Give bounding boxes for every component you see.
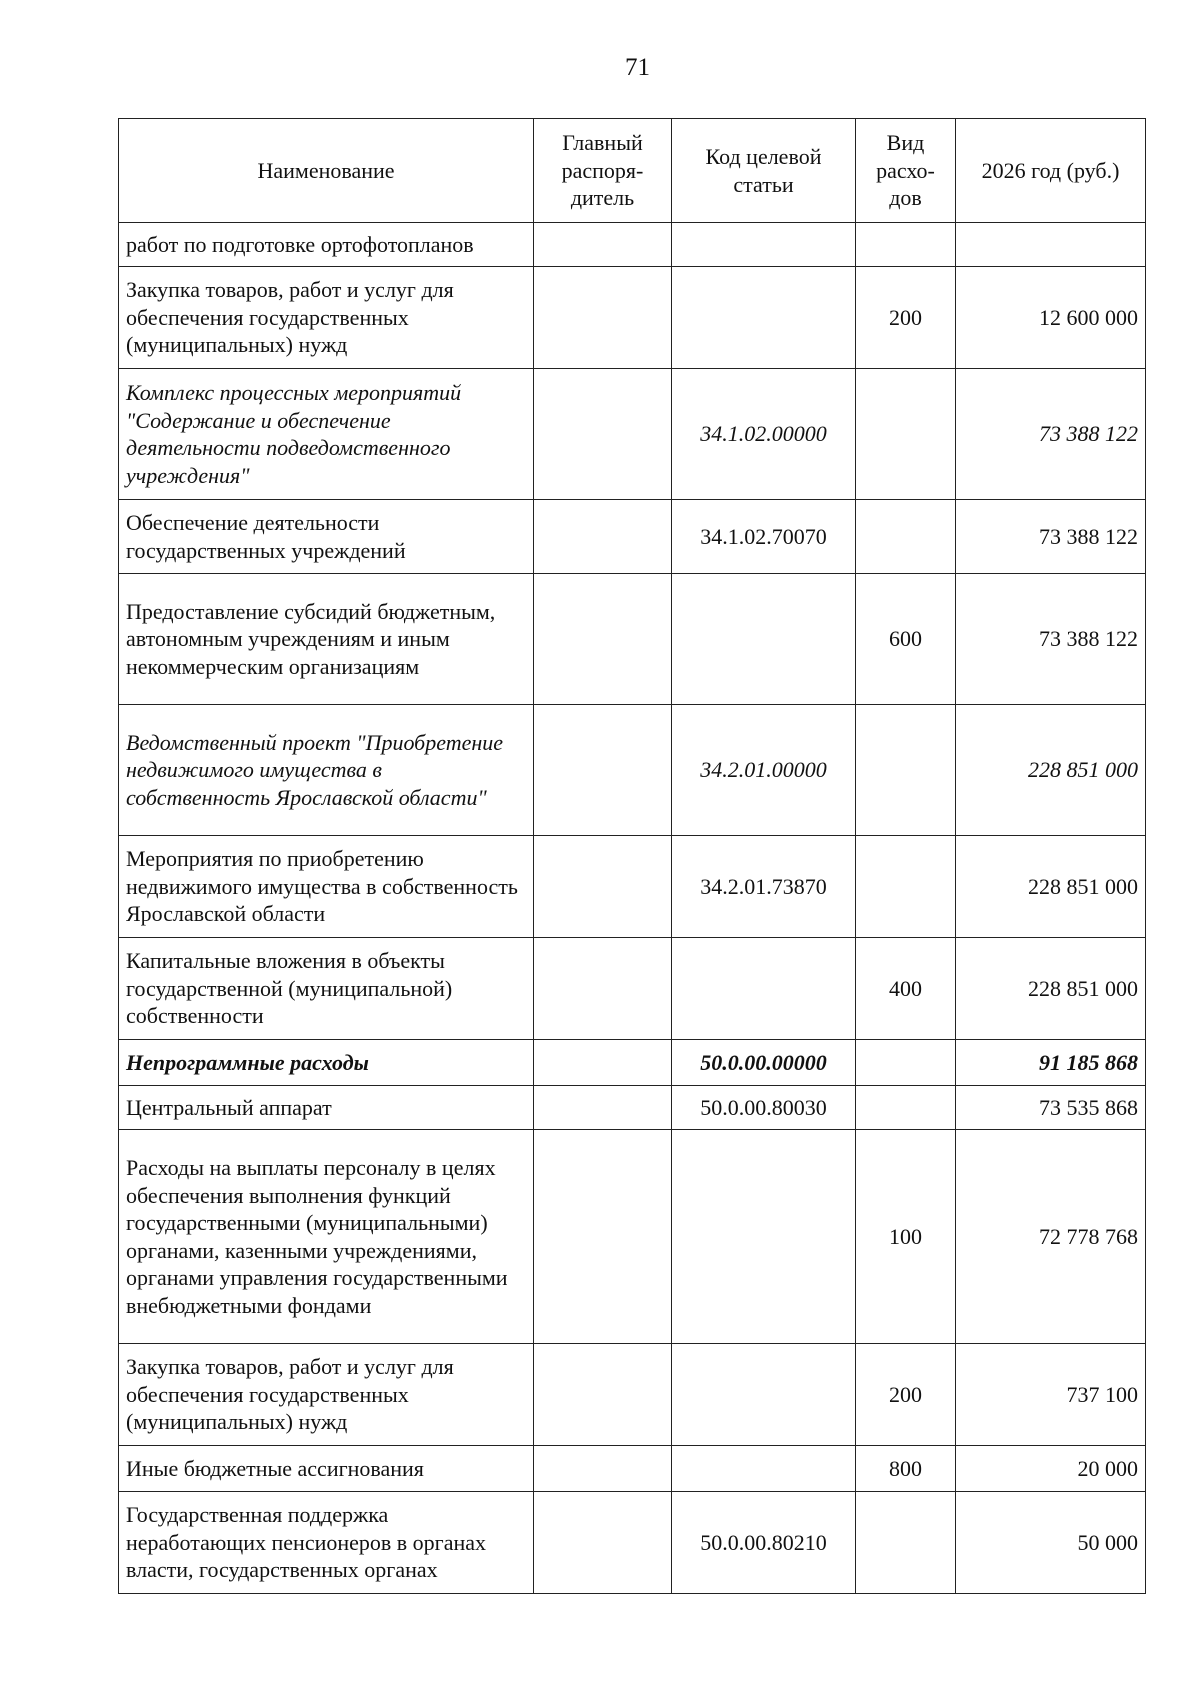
cell-code [672, 1130, 856, 1344]
cell-name: Закупка товаров, работ и услуг для обеспечения государственных (муниципальных) нужд [119, 1344, 534, 1446]
cell-kind: 400 [856, 938, 956, 1040]
cell-sum: 228 851 000 [956, 705, 1146, 836]
cell-code: 34.2.01.00000 [672, 705, 856, 836]
cell-code [672, 1344, 856, 1446]
cell-code [672, 267, 856, 369]
cell-code [672, 938, 856, 1040]
cell-name: работ по подготовке ортофотопланов [119, 223, 534, 267]
cell-sum: 72 778 768 [956, 1130, 1146, 1344]
header-sum: 2026 год (руб.) [956, 119, 1146, 223]
cell-admin [534, 500, 672, 574]
table-row [119, 223, 1146, 267]
cell-name: Центральный аппарат [119, 1086, 534, 1130]
cell-admin [534, 1446, 672, 1492]
table-row [119, 1086, 1146, 1130]
table-row [119, 574, 1146, 705]
cell-kind [856, 223, 956, 267]
cell-admin [534, 836, 672, 938]
header-admin: Главный распоря- дитель [534, 119, 672, 223]
table-row [119, 1040, 1146, 1086]
table-row [119, 1492, 1146, 1594]
header-code: Код целевой статьи [672, 119, 856, 223]
table-row [119, 500, 1146, 574]
cell-sum: 73 388 122 [956, 369, 1146, 500]
cell-kind [856, 836, 956, 938]
cell-kind [856, 705, 956, 836]
table-body [119, 223, 1146, 1594]
cell-name: Мероприятия по приобретению недвижимого имущества в собственность Ярославской области [119, 836, 534, 938]
cell-code: 50.0.00.00000 [672, 1040, 856, 1086]
cell-sum: 73 388 122 [956, 574, 1146, 705]
cell-admin [534, 938, 672, 1040]
budget-table [118, 118, 1146, 1594]
cell-admin [534, 267, 672, 369]
cell-admin [534, 1040, 672, 1086]
cell-kind: 200 [856, 1344, 956, 1446]
cell-code [672, 223, 856, 267]
cell-admin [534, 223, 672, 267]
cell-code [672, 1446, 856, 1492]
cell-sum: 228 851 000 [956, 836, 1146, 938]
cell-admin [534, 1492, 672, 1594]
table-row [119, 705, 1146, 836]
table-row [119, 938, 1146, 1040]
cell-code: 50.0.00.80210 [672, 1492, 856, 1594]
cell-name: Капитальные вложения в объекты государственной (муниципальной) собственности [119, 938, 534, 1040]
cell-name: Предоставление субсидий бюджетным, автономным учреждениям и иным некоммерческим организациям [119, 574, 534, 705]
table-row [119, 1344, 1146, 1446]
cell-kind [856, 1040, 956, 1086]
cell-kind [856, 369, 956, 500]
cell-kind: 600 [856, 574, 956, 705]
cell-kind [856, 1086, 956, 1130]
cell-kind: 200 [856, 267, 956, 369]
cell-kind [856, 500, 956, 574]
cell-sum: 737 100 [956, 1344, 1146, 1446]
header-name: Наименование [119, 119, 534, 223]
cell-name: Ведомственный проект "Приобретение недвижимого имущества в собственность Ярославской области" [119, 705, 534, 836]
cell-kind: 100 [856, 1130, 956, 1344]
cell-sum: 20 000 [956, 1446, 1146, 1492]
cell-admin [534, 1344, 672, 1446]
cell-name: Иные бюджетные ассигнования [119, 1446, 534, 1492]
cell-name: Непрограммные расходы [119, 1040, 534, 1086]
cell-sum: 73 535 868 [956, 1086, 1146, 1130]
cell-code: 34.1.02.00000 [672, 369, 856, 500]
cell-admin [534, 574, 672, 705]
table-row [119, 369, 1146, 500]
table-row [119, 836, 1146, 938]
cell-name: Государственная поддержка неработающих пенсионеров в органах власти, государственных органах [119, 1492, 534, 1594]
table-header-row [119, 119, 1146, 223]
cell-name: Закупка товаров, работ и услуг для обеспечения государственных (муниципальных) нужд [119, 267, 534, 369]
cell-sum: 50 000 [956, 1492, 1146, 1594]
cell-code: 34.1.02.70070 [672, 500, 856, 574]
cell-code: 34.2.01.73870 [672, 836, 856, 938]
cell-sum: 228 851 000 [956, 938, 1146, 1040]
cell-kind [856, 1492, 956, 1594]
cell-sum: 73 388 122 [956, 500, 1146, 574]
cell-admin [534, 1086, 672, 1130]
cell-sum: 12 600 000 [956, 267, 1146, 369]
cell-admin [534, 705, 672, 836]
cell-sum: 91 185 868 [956, 1040, 1146, 1086]
table-row [119, 1130, 1146, 1344]
cell-code: 50.0.00.80030 [672, 1086, 856, 1130]
header-kind: Вид расхо- дов [856, 119, 956, 223]
cell-name: Расходы на выплаты персоналу в целях обеспечения выполнения функций государственными (муниципальными) органами, казенными учреждениями, органами управления государственными внебюджетными фондами [119, 1130, 534, 1344]
table-row [119, 1446, 1146, 1492]
cell-kind: 800 [856, 1446, 956, 1492]
cell-admin [534, 369, 672, 500]
cell-code [672, 574, 856, 705]
cell-sum [956, 223, 1146, 267]
cell-name: Комплекс процессных мероприятий "Содержание и обеспечение деятельности подведомственного учреждения" [119, 369, 534, 500]
cell-name: Обеспечение деятельности государственных учреждений [119, 500, 534, 574]
cell-admin [534, 1130, 672, 1344]
table-row [119, 267, 1146, 369]
page-number: 71 [625, 54, 650, 81]
